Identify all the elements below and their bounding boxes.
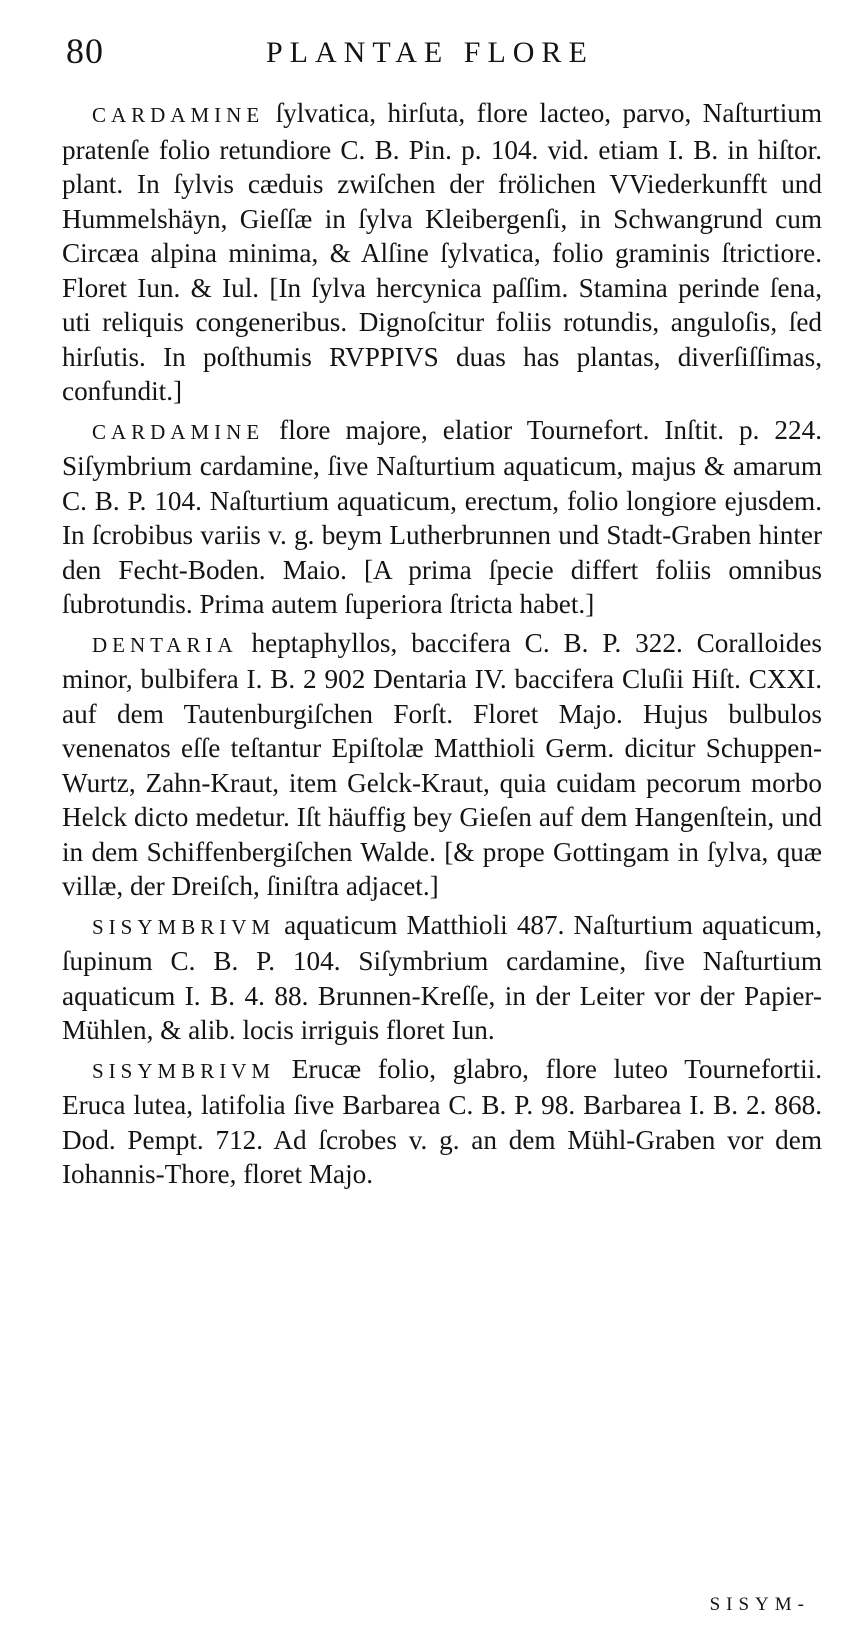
page-body — [62, 96, 822, 1192]
entry-text: heptaphyllos, baccifera C. B. P. 322. Coralloides minor, bulbifera I. B. 2 902 Dentaria IV. baccifera Cluſii Hiſt. CXXI. auf dem Tautenburgiſchen Forſt. Floret Majo. Hujus bulbulos venenatos eſſe teſtantur Epiſtolæ Matthioli Germ. dicitur Schuppen-Wurtz, Zahn-Kraut, item Gelck-Kraut, quia cuidam pecorum morbo Helck dicto medetur. Iſt häuffig bey Gieſen auf dem Hangenſtein, und in dem Schiffenbergiſchen Walde. [& prope Gottingam in ſylva, quæ villæ, der Dreiſch, ſiniſtra adjacet.] — [62, 627, 822, 901]
entry-lead: SISYMBRIVM — [92, 914, 276, 939]
entry-text: Erucæ folio, glabro, flore luteo Tournefortii. Eruca lutea, latifolia ſive Barbarea C. B. P. 98. Barbarea I. B. 2. 868. Dod. Pempt. 712. Ad ſcrobes v. g. an dem Mühl-Graben vor dem Iohannis-Thore, floret Majo. — [62, 1053, 822, 1189]
entry-dentaria — [62, 626, 822, 904]
catchword: SISYM- — [709, 1594, 810, 1615]
entry-lead: CARDAMINE — [92, 419, 265, 444]
entry-lead: DENTARIA — [92, 632, 238, 657]
entry-lead: SISYMBRIVM — [92, 1058, 276, 1083]
entry-text: flore majore, elatior Tournefort. Inſtit. p. 224. Siſymbrium cardamine, ſive Naſturtium aquaticum, majus & amarum C. B. P. 104. Naſturtium aquaticum, erectum, folio longiore ejusdem. In ſcrobibus variis v. g. beym Lutherbrunnen und Stadt-Graben hinter den Fecht-Boden. Maio. [A prima ſpecie differt foliis omnibus ſubrotundis. Prima autem ſuperiora ſtricta habet.] — [62, 414, 822, 619]
entry-sisymbrium-aquaticum — [62, 908, 822, 1048]
page-header — [66, 30, 810, 80]
entry-cardamine-flore-majore — [62, 413, 822, 622]
entry-lead: CARDAMINE — [92, 103, 265, 127]
entry-sisymbrium-erucae — [62, 1052, 822, 1192]
page-number: 80 — [66, 31, 104, 71]
entry-text: aquaticum Matthioli 487. Naſturtium aquaticum, ſupinum C. B. P. 104. Siſymbrium cardamine, ſive Naſturtium aquaticum I. B. 4. 88. Brunnen-Kreſſe, in der Leiter vor der Papier-Mühlen, & alib. locis irriguis floret Iun. — [62, 909, 822, 1045]
running-title: PLANTAE FLORE — [266, 36, 594, 69]
entry-cardamine-sylvatica — [62, 96, 822, 409]
entry-text: ſylvatica, hirſuta, flore lacteo, parvo, Naſturtium pratenſe folio retundiore C. B. Pin. p. 104. vid. etiam I. B. in hiſtor. plant. In ſylvis cæduis zwiſchen der frölichen VViederkunfft und Hummelshäyn, Gieſſæ in ſylva Kleibergenſi, in Schwangrund cum Circæa alpina minima, & Alſine ſylvatica, folio graminis ſtrictiore. Floret Iun. & Iul. [In ſylva hercynica paſſim. Stamina perinde ſena, uti reliquis congeneribus. Dignoſcitur foliis rotundis, anguloſis, ſed hirſutis. In poſthumis RVPPIVS duas has plantas, diverſiſſimas, confundit.] — [62, 98, 822, 406]
